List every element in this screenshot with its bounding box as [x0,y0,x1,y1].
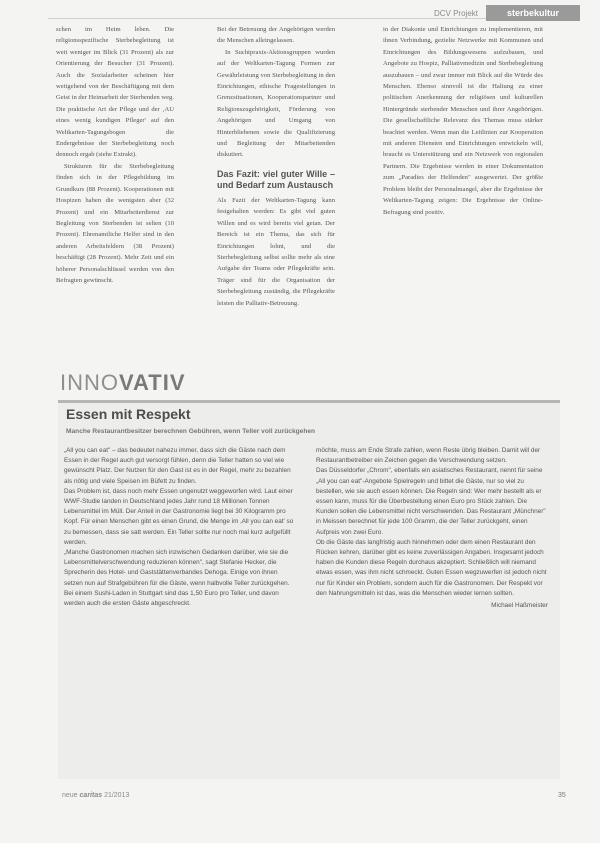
paragraph: In Suchtpraxis-Aktionsgruppen wurden auf der Weltkarten-Tagung Formen zur Gewährleistung von Sterbebegleitung in den Einrichtungen, ethische Fragestellungen in Grenzsituationen, Kooperationspartner und Religionszugehörigkeit, Förderung von Angehörigen und Umgang von Hinterbliebenen sowie die Qualifizierung und Begleitung der Mitarbeitenden diskutiert. [217,48,335,159]
project-label: DCV Projekt [433,9,478,18]
footer-magazine: caritas [79,792,103,799]
paragraph: Strukturen für die Sterbebegleitung finden sich in der Pflegebildung im Grundkurs (88 Prozent). Kooperationen mit Hospizen haben die wenigsten aber (32 Prozent) und ein Mitarbeiterdienst zur Begleitung von Sterbenden ist selten (10 Prozent). Ehrenamtliche Helfer sind in den anderen Arbeitsfeldern (38 Prozent) beschäftigt (28 Prozent). Mehr Zeit und ein höherer Personalschlüssel werden von den Befragten gewünscht. [56,162,174,284]
box-subtitle: Manche Restaurantbesitzer berechnen Gebühren, wenn Teller voll zurückgehen [66,428,316,435]
paragraph: Das Problem ist, dass noch mehr Essen ungenutzt weggeworfen wird. Laut einer WWF-Studie landen in Deutschland jedes Jahr rund 18 Millionen Tonnen Lebensmittel im Müll. Der Anteil in der Gastronomie liegt bei 30 Kilogramm pro Kopf. Für einen Menschen gibt es einen Grund, die Menge im ‚All you can eat' so zu bemessen, dass sie satt werden. Ein Teller sollte nur noch mal kurz aufgefüllt werden. [64,487,294,546]
box-column-2 [316,446,548,611]
paragraph: Ob die Gäste das langfristig auch hinnehmen oder dem einen Restaurant den Rücken kehren, darüber gibt es keine zuverlässigen Angaben. Insgesamt jedoch haben die Kunden diese Regeln durchaus akzeptiert. Schließlich will niemand etwas essen, was ihm nicht schmeckt. Guten Essen wegzuwerfen ist jedoch nicht nur für Kinder ein Problem, sondern auch für die Gastronomen. Der Respekt vor den Nahrungsmitteln ist das, was die Menschen wieder lernen sollten. [316,538,547,597]
footer-masthead [62,792,129,799]
paragraph: Als Fazit der Weltkarten-Tagung kann festgehalten werden: Es gibt viel guten Willen und es wird bereits viel getan. Der Bereich ist ein Thema, das sich für Einrichtungen lohnt, und die Sterbebegleitung selbst sollte mehr als eine Aufgabe der Teams oder Pflegekräfte sein. Träger sind für die Organisation der Sterbebegleitung zuständig, die Pflegekräfte leisten die Palliativ-Betreuung. [217,196,335,307]
paragraph: „All you can eat" – das bedeutet nahezu immer, dass sich die Gäste nach dem Essen in der Regel auch gut versorgt fühlen, denn die Teller hatten so viel wie gewünscht Platz. Der Nutzen für den Gast ist es in der Regel, mehr zu bezahlen als nötig und viele Speisen im Büfett zu finden. [64,447,291,485]
heading-light: INNO [60,370,119,395]
paragraph: schen im Heim leben. Die religionsspezifische Sterbebegleitung ist weit weniger im Blick (31 Prozent) als zur Orientierung der Besucher (31 Prozent). Auch die Sozialarbeiter scheinen hier weitgehend von der Beschäftigung mit dem Geist in der Heimarbeit der Sterbenden weg. Die praktische Art der Pflege und der ‚AU eines wenig kundigen Pfleger' auf den Weltkarten-Tagungsbogen die Endergebnisse der Sterbebegleitung noch dennoch ergab (siehe Extrakt). [56,26,174,159]
paragraph: möchte, muss am Ende Strafe zahlen, wenn Reste übrig bleiben. Damit will der Restaurantbetreiber ein Zeichen gegen die Verschwendung setzen. [316,447,541,465]
article-subheading: Das Fazit: viel guter Wille – und Bedarf zum Austausch [217,168,335,190]
paragraph: „Manche Gastronomen machen sich inzwischen Gedanken darüber, wie sie die Lebensmittelverschwendung reduzieren können", sagt Stefanie Hecker, die Sprecherin des Hotel- und Gaststättenverbandes Dehoga. Einige von ihnen setzen nun auf Strafgebühren für die Gäste, wenn halbvolle Teller zurückgehen. Bei einem Sushi-Laden in Stuttgart sind das 1,50 Euro pro Teller, und davon werden auch die ersten Gäste abgeschreckt. [64,549,290,608]
footer-prefix: neue [62,792,78,799]
article-column-1 [56,24,174,286]
paragraph: Das Düsseldorfer „Chrom", ebenfalls ein asiatisches Restaurant, nennt für seine „All you can eat"-Angebote Spielregeln und bittet die Gäste, nur so viel zu bestellen, wie sie auch essen können. Die Regeln sind: Wer mehr bestellt als er essen kann, muss für die Überbestellung einen Euro pro Stück zahlen. Die Kunden sollen die Lebensmittel nicht verschwenden. Das Restaurant „Münchner" in Meissen berechnet für jede 100 Gramm, die der Teller zurückgeht, einen Aufpreis von zwei Euro. [316,467,546,536]
page-number: 35 [558,792,566,799]
footer-issue: 21/2013 [104,792,130,799]
article-column-2 [217,24,335,309]
paragraph: in der Diakonie und Einrichtungen zu implementieren, mit ihnen Verbindung, gezielte Netzwerke mit Kommunen und Einrichtungen des Bildungswesens aufzubauen, und Angebote zu Hospiz, Palliativmedizin und Sterbebegleitung auszubauen – und zwar immer mit Blick auf die Würde des Menschen. Ebenso sinnvoll ist die Haltung zu einer politischen Anerkennung der religiösen und kulturellen Hintergründe sterbender Menschen und ihrer Angehörigen. Die gesellschaftliche Relevanz des Themas muss stärker beachtet werden. Wenn man die Leitlinien zur Kooperation mit anderen Diensten und Einrichtungen entwickeln will, braucht es Unterstützung und ein Netzwerk von regionalen Partnern. Die Ergebnisse werden in einer Dokumentation zum „Paradies der Helfenden" ausgewertet. Der größte Problem bleibt der Personalmangel, aber die Ergebnisse der Weltkarten-Tagung zeigen: Die Ergebnisse der Online-Befragung sind positiv. [383,26,543,216]
heading-bold: VATIV [119,370,186,395]
box-column-1 [64,446,296,609]
paragraph: Bei der Betreuung der Angehörigen werden die Menschen alleingelassen. [217,26,335,45]
section-heading-innovativ [60,370,186,396]
rubric-tab: sterbekultur [486,5,580,21]
box-title: Essen mit Respekt [66,406,191,422]
author: Michael Haßmeister [491,602,548,610]
article-column-3 [383,24,543,218]
